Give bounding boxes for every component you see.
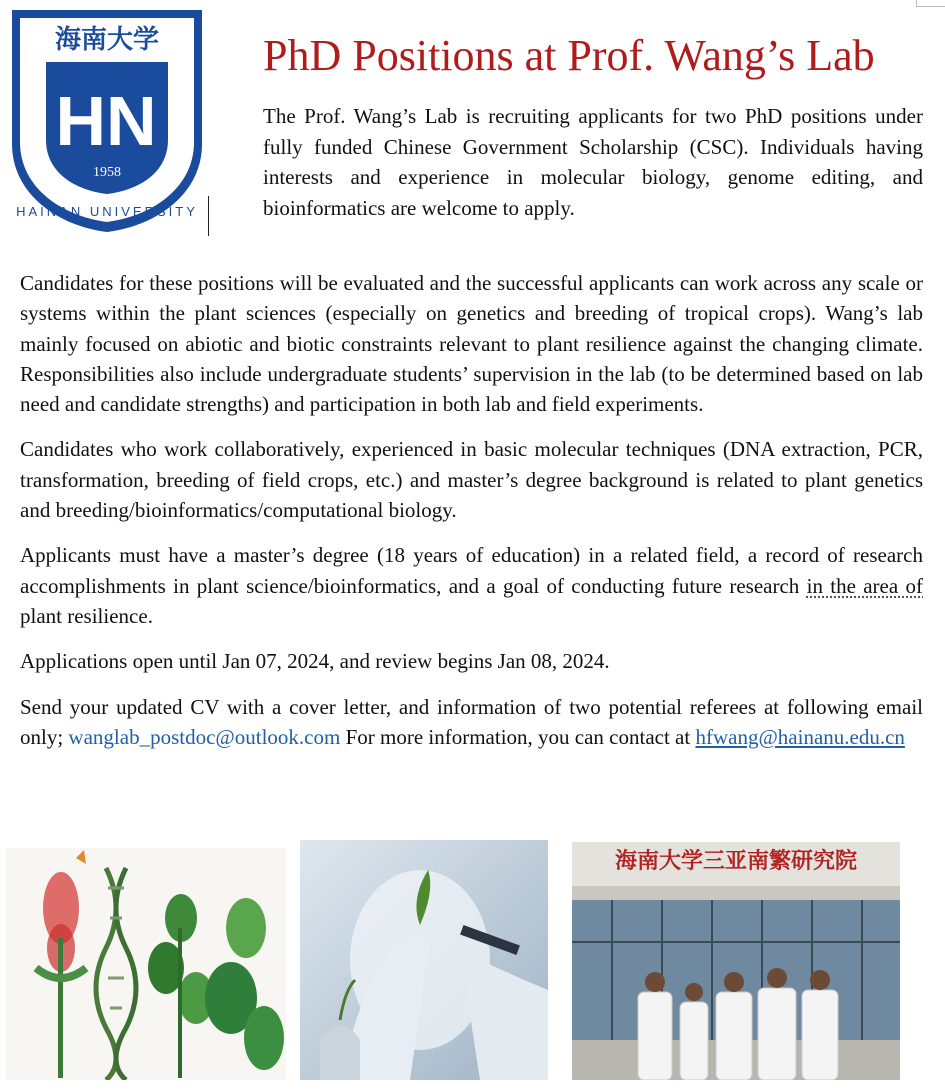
logo-year: 1958 (93, 165, 121, 180)
dotted-underlined-phrase: in the area of (806, 573, 923, 598)
hainan-university-logo (6, 4, 208, 236)
eligibility-text-end: plant resilience. (20, 603, 153, 628)
eligibility-text: Applicants must have a master’s degree (18 years of education) in a related field, a record of research accomplishments in plant science/bioinformatics, and a goal of conducting future research (20, 543, 923, 598)
paragraph-dates: Applications open until Jan 07, 2024, and review begins Jan 08, 2024. (20, 649, 610, 674)
contact-text-middle: For more information, you can contact at (340, 724, 696, 749)
intro-paragraph: The Prof. Wang’s Lab is recruiting applicants for two PhD positions under fully funded Chinese Government Scholarship (CSC). Individuals having interests and experience in molecular biology, genome editing, and bioinformatics are welcome to apply. (263, 104, 923, 220)
page-title: PhD Positions at Prof. Wang’s Lab (263, 31, 875, 80)
paragraph-evaluation: Candidates for these positions will be evaluated and the successful applicants can work across any scale or systems within the plant sciences (especially on genetics and breeding of tropical crops). Wang’s lab mainly focused on abiotic and biotic constraints relevant to plant resilience against the changing climate. Responsibilities also include undergraduate students’ supervision in the lab (to be determined based on lab need and candidate strengths) and participation in both lab and field experiments. (20, 271, 923, 417)
email-link-outlook[interactable]: wanglab_postdoc@outlook.com (68, 724, 341, 749)
logo-chinese-name: 海南大学 (54, 25, 160, 55)
paragraph-contact (20, 692, 923, 753)
plants-dna-illustration-image (6, 848, 286, 1080)
logo-divider (208, 196, 209, 236)
contact-text: Send your updated CV with a cover letter, and information of two potential referees at following email only; (20, 694, 923, 749)
leaf-sample-image (300, 840, 548, 1080)
lab-members-photo (572, 842, 900, 1080)
building-sign-text: 海南大学三亚南繁研究院 (614, 849, 858, 874)
paragraph-requirements: Candidates who work collaboratively, experienced in basic molecular techniques (DNA extraction, PCR, transformation, breeding of field crops, etc.) and master’s degree background is related to plant genetics and breeding/bioinformatics/computational biology. (20, 437, 923, 523)
body-text (20, 268, 923, 767)
page-corner-mark (916, 0, 945, 7)
logo-monogram: HN (55, 82, 157, 160)
email-link-hainanu[interactable]: hfwang@hainanu.edu.cn (695, 724, 905, 749)
paragraph-eligibility (20, 540, 923, 631)
logo-english-name: HAINAN UNIVERSITY (16, 204, 198, 219)
